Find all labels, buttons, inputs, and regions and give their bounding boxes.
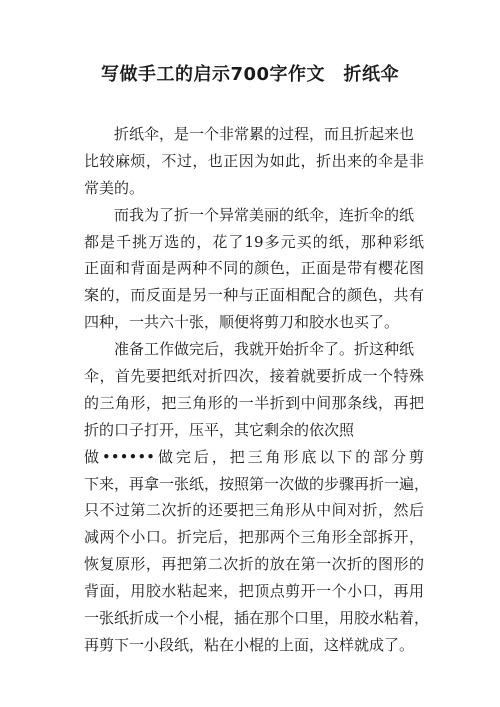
paragraph-3-line-6: 下来，再拿一张纸，按照第一次做的步骤再折一遍， [84, 474, 430, 493]
paragraph-1-line-2: 比较麻烦，不过，也正因为如此，折出来的伞是非 [84, 151, 424, 170]
paragraph-3-line-7: 只不过第二次折的还要把三角形从中间对折，然后 [84, 501, 424, 520]
document-body [84, 121, 430, 659]
paragraph-3-line-2: 伞，首先要把纸对折四次，接着就要折成一个特殊 [84, 367, 424, 386]
paragraph-2-line-3: 正面和背面是两种不同的颜色，正面是带有樱花图 [84, 259, 424, 278]
paragraph-1-line-1: 折纸伞，是一个非常累的过程，而且折起来也 [114, 125, 415, 143]
paragraph-3-line-11: 一张纸折成一个小棍，插在那个口里，用胶水粘着， [84, 609, 430, 628]
paragraph-3-line-5: 做••••••做完后，把三角形底以下的部分剪 [84, 447, 424, 466]
paragraph-3-line-12: 再剪下一小段纸，粘在小棍的上面，这样就成了。 [84, 635, 415, 654]
paragraph-2-line-2: 都是千挑万选的，花了19多元买的纸，那种彩纸 [84, 232, 424, 251]
paragraph-3-line-10: 背面，用胶水粘起来，把顶点剪开一个小口，再用 [84, 582, 424, 601]
paragraph-2-line-4: 案的，而反面是另一种与正面相配合的颜色，共有 [84, 286, 424, 305]
paragraph-1-line-3: 常美的。 [84, 178, 145, 197]
paragraph-3-line-3: 的三角形，把三角形的一半折到中间那条线，再把 [84, 393, 424, 412]
paragraph-2-line-1: 而我为了折一个异常美丽的纸伞，连折伞的纸 [114, 205, 415, 224]
paragraph-3-line-1: 准备工作做完后，我就开始折伞了。折这种纸 [114, 340, 415, 359]
paragraph-2-line-5: 四种，一共六十张，顺便将剪刀和胶水也买了。 [84, 313, 400, 332]
document-title: 写做手工的启示700字作文 折纸伞 [100, 64, 400, 85]
paragraph-3-line-4: 折的口子打开，压平，其它剩余的依次照 [84, 420, 355, 439]
paragraph-3-line-9: 恢复原形，再把第二次折的放在第一次折的图形的 [84, 555, 424, 574]
paragraph-3-line-8: 减两个小口。折完后，把那两个三角形全部拆开， [84, 528, 424, 547]
